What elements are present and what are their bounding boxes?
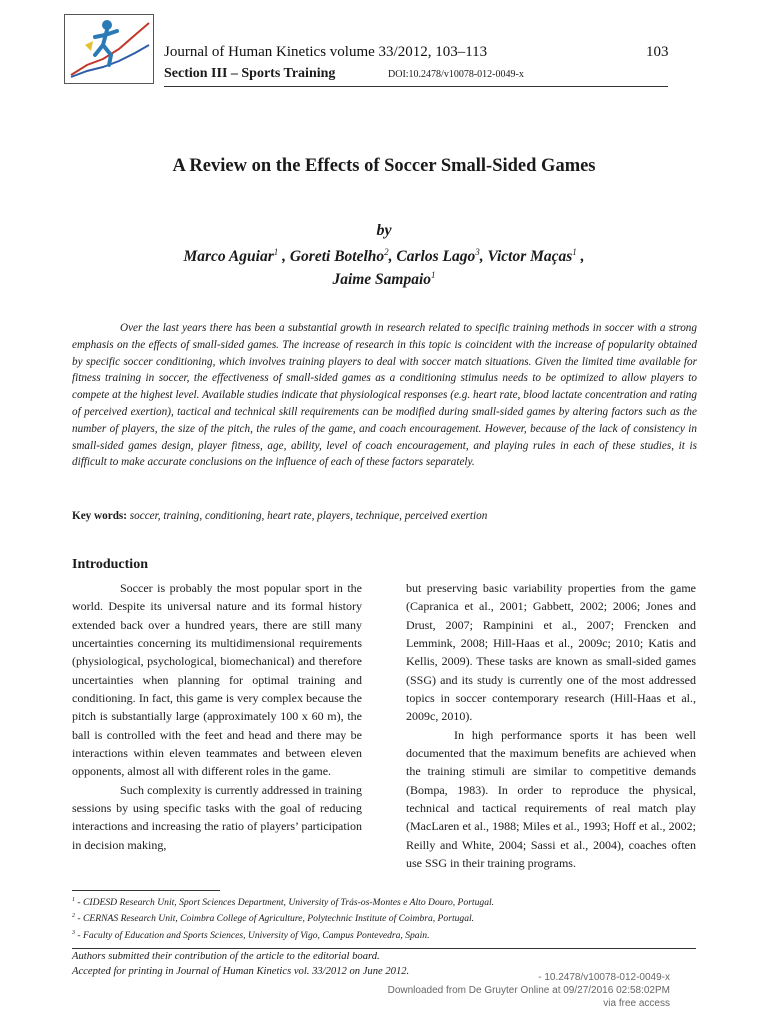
keywords-text: soccer, training, conditioning, heart rate, players, technique, perceived exertion	[127, 510, 488, 522]
body-paragraph: Such complexity is currently addressed in training sessions by using specific tasks with the goal of reducing interactions and increasing the ratio of players’ participation in decision making,	[72, 782, 362, 852]
author-separator: ,	[388, 248, 397, 265]
journal-name: Journal of Human Kinetics volume 33/2012, 103–113	[164, 44, 488, 60]
access-note: via free access	[603, 998, 670, 1009]
author-name: Victor Maças	[487, 248, 573, 265]
footnote-text: - CIDESD Research Unit, Sport Sciences Department, University of Trás-os-Montes e Alto Douro, Portugal.	[75, 897, 495, 909]
body-column-left	[72, 579, 362, 854]
author-affiliation: 2	[384, 246, 389, 257]
author-separator: ,	[576, 248, 585, 265]
header-rule	[164, 86, 668, 87]
paper-title: A Review on the Effects of Soccer Small-Sided Games	[172, 156, 596, 176]
acceptance-note: Accepted for printing in Journal of Human Kinetics vol. 33/2012 on June 2012.	[72, 966, 410, 977]
footnote-text: - CERNAS Research Unit, Coimbra College of Agriculture, Polytechnic Institute of Coimbra, Portugal.	[75, 913, 475, 925]
body-paragraph: but preserving basic variability properties from the game (Capranica et al., 2001; Gabbett, 2002; 2006; Jones and Drust, 2007; Rampinini et al., 2007; Frencken and Lemmink, 2008; Hill-Haas et al., 2009c; 2010; Katis and Kellis, 2009). These tasks are known as small-sided games (SSG) and its study is currently one of the most addressed topics in soccer contemporary research (Hill-Haas et al., 2009c, 2010).	[406, 581, 696, 724]
abstract: Over the last years there has been a substantial growth in research related to specific training methods in soccer with a strong emphasis on the effects of small-sided games. The increase of research in this topic is coincident with the increase of popularity obtained by specific soccer conditioning, which involves training players to deal with soccer match situations. Given the limited time available for fitness training in soccer, the effectiveness of small-sided games as a conditioning stimulus needs to be optimized to allow players to compete at the highest level. Available studies indicate that physiological responses (e.g. heart rate, blood lactate concentration and rating of perceived exertion), tactical and technical skill requirements can be modified during small-sided games by altering factors such as the number of players, the size of the pitch, the rules of the game, and coach encouragement. However, because of the lack of consistency in small-sided games design, player fitness, age, ability, level of coach encouragement, and playing rules in each of these studies, it is difficult to make accurate conclusions on the influence of each of these factors separately.	[72, 322, 697, 469]
footnote-number: 1	[72, 897, 75, 903]
author-affiliation: 1	[431, 269, 436, 280]
footnote	[72, 930, 429, 941]
download-stamp: Downloaded from De Gruyter Online at 09/27/2016 02:58:02PM	[387, 985, 670, 996]
author-name: Jaime Sampaio	[332, 271, 432, 288]
author-affiliation: 1	[572, 246, 577, 257]
author-name: Carlos Lago	[396, 248, 476, 265]
author-list	[120, 245, 648, 291]
footnote-number: 3	[72, 930, 75, 936]
body-paragraph: In high performance sports it has been well documented that the maximum benefits are achieved when the training stimuli are similar to competitive demands (Bompa, 1983). In order to reproduce the physical, technical and tactical requirements of real match play (MacLaren et al., 1988; Miles et al., 1993; Hoff et al., 2002; Reilly and White, 2004; Sassi et al., 2004), coaches often use SSG in their training programs.	[406, 727, 696, 871]
keywords-label: Key words:	[72, 510, 127, 522]
by-label: by	[376, 222, 392, 239]
page-number: 103	[646, 44, 669, 60]
bottom-rule	[72, 948, 696, 949]
runner-chart-logo-icon	[65, 15, 153, 83]
keywords	[72, 510, 697, 522]
body-paragraph: Soccer is probably the most popular sport in the world. Despite its universal nature and its formal history extended back over a hundred years, there are still many uncertainties concerning its multidimensional requirements (physiological, psychological, biomechanical) and therefore uncertainties when planning for optimal training and conditioning. In fact, this game is very complex because the pitch is substantially large (approximately 100 x 60 m), the ball is controlled with the feet and head and there may be interactions within eleven teammates and between eleven opponents, almost all with different roles in the game.	[72, 581, 362, 779]
introduction-heading: Introduction	[72, 557, 148, 572]
footnote	[72, 913, 474, 924]
footnote-rule	[72, 890, 220, 891]
author-affiliation: 1	[273, 246, 279, 257]
author-name: Marco Aguiar	[183, 248, 274, 265]
journal-logo	[64, 14, 154, 84]
author-name: Goreti Botelho	[289, 248, 385, 265]
section-label: Section III – Sports Training	[164, 66, 336, 81]
body-column-right	[406, 579, 696, 873]
author-affiliation: 3	[475, 246, 480, 257]
footnote-text: - Faculty of Education and Sports Sciences, University of Vigo, Campus Pontevedra, Spain.	[75, 930, 430, 942]
footnote-number: 2	[72, 913, 75, 919]
download-doi: - 10.2478/v10078-012-0049-x	[538, 972, 670, 983]
submission-note: Authors submitted their contribution of the article to the editorial board.	[72, 951, 380, 962]
author-separator: ,	[278, 248, 290, 265]
doi-label: DOI:10.2478/v10078-012-0049-x	[388, 69, 524, 80]
author-separator: ,	[479, 248, 488, 265]
footnote	[72, 897, 494, 908]
